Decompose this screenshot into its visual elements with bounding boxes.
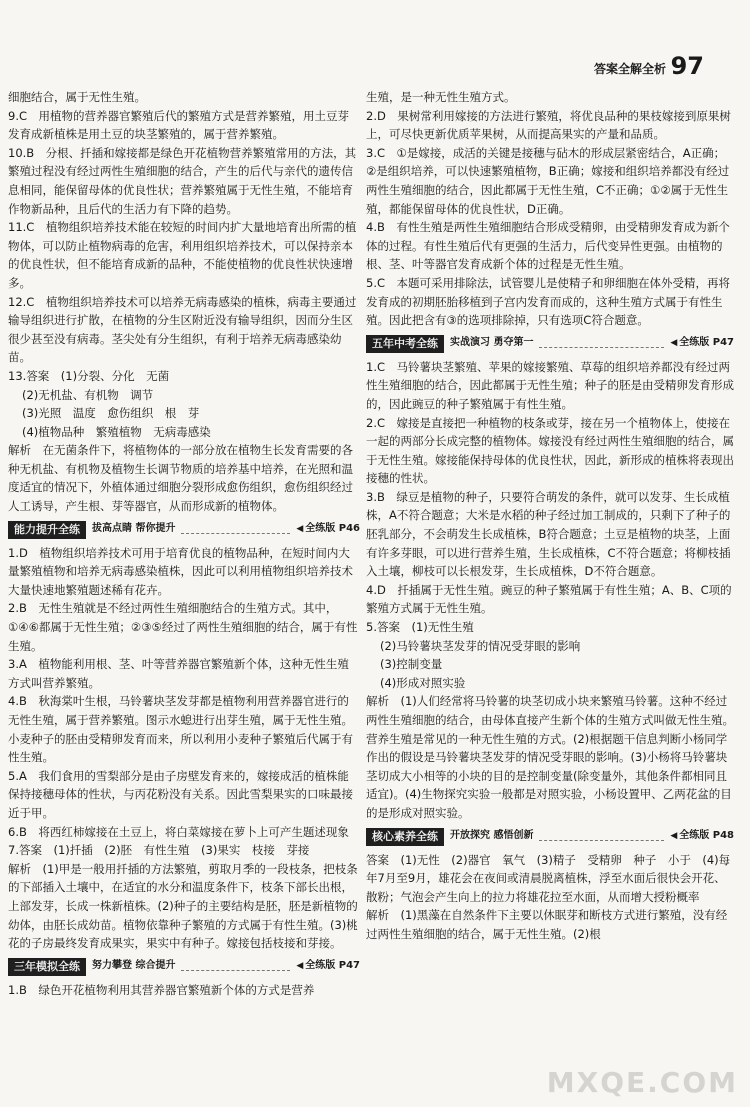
text-paragraph: 解析 (1)黑藻在自然条件下主要以休眠芽和断枝方式进行繁殖，没有经过两性生殖细胞的结合，属于无性生殖。(2)根 [366,908,728,941]
section-header-three-year [8,958,360,976]
text-paragraph: 1.C 马铃薯块茎繁殖、苹果的嫁接繁殖、草莓的组织培养都没有经过两性生殖细胞的结合，因此都属于无性生殖；种子的胚是由受精卵发育形成的，因此豌豆的种子繁殖属于有性生殖。 [366,359,734,411]
page-header [0,52,750,82]
text-paragraph: 2.C 嫁接是直接把一种植物的枝条或芽，接在另一个植物体上，使接在一起的两部分长成完整的植物体。嫁接没有经过两性生殖细胞的结合，属于无性生殖。嫁接能保持母体的优良性状，因此，新形成的植株将表现出接穗的性状。 [366,415,734,486]
section-badge: 三年模拟全练 [8,958,86,976]
section-subtitle: 拔高点睛 帮你提升 [92,523,176,535]
text-paragraph: 3.B 绿豆是植物的种子，只要符合萌发的条件，就可以发芽、生长成植株，A不符合题意；大米是水稻的种子经过加工制成的，只剩下了种子的胚乳部分，不会萌发生长成植株，B符合题意；土豆是植物的块茎，上面有许多芽眼，可以进行营养生殖，生长成植株，C不符合题意；将柳枝插入土壤，柳枝可以长根发芽，生长成植株，D不符合题意。 [366,489,731,579]
left-block-a [8,88,360,516]
text-paragraph: (2)无机盐、有机物 调节 [22,387,154,402]
text-paragraph: 12.C 植物组织培养技术可以培养无病毒感染的植株，病毒主要通过输导组织进行扩散，在植物的分生区附近没有输导组织，因而分生区很少甚至没有病毒。茎尖处有分生组织，有利于培养无病毒感染幼苗。 [8,294,357,365]
text-paragraph: 解析 (1)人们经常将马铃薯的块茎切成小块来繁殖马铃薯。这种不经过两性生殖细胞的结合，由母体直接产生新个体的生殖方式叫做无性生殖。营养生殖是常见的一种无性生殖的方式。(2)根据题干信息判断小杨同学作出的假设是马铃薯块茎发芽的情况受芽眼的影响。(3)小杨将马铃薯块茎切成大小相等的小块的目的是控制变量(除变量外，其他条件都相同且适宜)。(4)生物探究实验一般都是对照实验，小杨设置甲、乙两花盆的目的是形成对照实验。 [366,694,734,820]
right-block-a [366,88,734,330]
text-paragraph: 13.答案 (1)分裂、分化 无菌 [8,368,170,383]
section-badge: 核心素养全练 [366,828,444,846]
page-number: 97 [670,52,704,80]
text-paragraph: 细胞结合，属于无性生殖。 [8,90,146,104]
text-paragraph: 9.C 用植物的营养器官繁殖后代的繁殖方式是营养繁殖，用土豆芽发育成新植株是用土豆的块茎繁殖的，属于营养繁殖。 [8,108,349,142]
section-header-ability [8,521,360,539]
section-header-core [366,828,734,846]
text-paragraph: (2)马铃薯块茎发芽的情况受芽眼的影响 [380,638,581,653]
text-paragraph: 10.B 分根、扦插和嫁接都是绿色开花植物营养繁殖常用的方法，其繁殖过程没有经过两性生殖细胞的结合，产生的后代与亲代的遗传信息相同，能保留母体的优良性状；营养繁殖属于无性生殖，不能培育作物新品种，且后代的生活力有下降的趋势。 [8,145,357,216]
text-paragraph: 5.A 我们食用的雪梨部分是由子房壁发育来的，嫁接成活的植株能保持接穗母体的性状，与丙花粉没有关系。因此雪梨果实的口味最接近于甲。 [8,768,353,820]
section-ref: ◀ 全练版 P47 [670,334,734,353]
section-subtitle: 努力攀登 综合提升 [92,960,176,972]
right-column [366,88,734,944]
text-paragraph: 4.B 秋海棠叶生根，马铃薯块茎发芽都是植物利用营养器官进行的无性生殖，属于营养繁殖。图示水螅进行出芽生殖，属于无性生殖。小麦种子的胚由受精卵发育而来，所以利用小麦种子繁殖后代属于有性生殖。 [8,694,353,765]
section-divider [539,832,664,841]
text-paragraph: 解析 在无菌条件下，将植物体的一部分放在植物生长发育需要的各种无机盐、有机物及植物生长调节物质的培养基中培养，在光照和温度适宜的情况下，外植体通过细胞分裂形成愈伤组织，愈伤组织经过人工诱导，产生根、芽等器官，从而形成新的植物体。 [8,443,353,514]
text-paragraph: 4.B 有性生殖是两性生殖细胞结合形成受精卵，由受精卵发育成为新个体的过程。有性生殖后代有更强的生活力，后代变异性更强。由植物的根、茎、叶等器官发育成新个体的过程是无性生殖。 [366,220,730,272]
section-subtitle: 开放探究 感悟创新 [450,830,534,842]
section-divider [539,339,664,348]
text-paragraph: (3)光照 温度 愈伤组织 根 芽 [22,406,200,421]
text-paragraph: 5.C 本题可采用排除法，试管婴儿是使精子和卵细胞在体外受精，再将发育成的初期胚胎移植到子宫内发育而成的，这种生殖方式属于有性生殖。因此把含有③的选项排除掉，只有选项C符合题意。 [366,275,730,328]
text-paragraph: 3.C ①是嫁接，成活的关键是接穗与砧木的形成层紧密结合，A正确；②是组织培养，可以快速繁殖植物，B正确；嫁接和组织培养都没有经过两性生殖细胞的结合，因此都属于无性生殖，C不正确；①②属于无性生殖，都能保留母体的优良性状，D正确。 [366,145,730,216]
section-badge: 五年中考全练 [366,335,444,353]
text-paragraph: 生殖，是一种无性生殖方式。 [366,90,516,104]
text-paragraph: 1.D 植物组织培养技术可用于培育优良的植物品种，在短时间内大量繁殖植物和培养无病毒感染植株，因此可以利用植物组织培养技术大量快速地繁殖题述稀有花卉。 [8,545,353,597]
section-subtitle: 实战演习 勇夺第一 [450,337,534,349]
text-paragraph: (4)植物品种 繁殖植物 无病毒感染 [22,424,211,439]
text-paragraph: 5.答案 (1)无性生殖 [366,620,474,635]
section-header-five-year [366,335,734,353]
text-paragraph: 2.B 无性生殖就是不经过两性生殖细胞结合的生殖方式。其中，①④⑥都属于无性生殖；②③⑤经过了两性生殖细胞的结合，属于有性生殖。 [8,601,358,653]
text-paragraph: 解析 (1)甲是一般用扦插的方法繁殖，剪取月季的一段枝条，把枝条的下部插入土壤中，在适宜的水分和温度条件下，枝条下部长出根，上部发芽，长成一株新植株。(2)种子的主要结构是胚，胚是新植物的幼体，由胚长成幼苗。植物依靠种子繁殖的方式属于有性生殖。(3)桃花的子房最终发育成果实，果实中有种子。嫁接包括枝接和芽接。 [8,861,358,951]
left-block-c [8,981,360,1000]
text-paragraph: 3.A 植物能利用根、茎、叶等营养器官繁殖新个体，这种无性生殖方式叫营养繁殖。 [8,657,349,690]
text-paragraph: 答案 (1)无性 (2)器官 氧气 (3)精子 受精卵 种子 小于 (4)每年7月至9月，雄花会在夜间或清晨脱离植株，浮至水面后很快会开花、散粉；气泡会产生向上的拉力将雄花拉至水面，从而增大授粉概率 [366,852,731,904]
left-column [8,88,360,999]
watermark-logo: MXQE.COM [546,1066,738,1099]
text-paragraph: 11.C 植物组织培养技术能在较短的时间内扩大量地培育出所需的植物体，可以防止植物病毒的危害，利用组织培养技术，可以保持亲本的优良性状，但不能培育成新的品种，不能使植物的优良性状快速增多。 [8,220,357,290]
right-block-b [366,358,734,823]
section-badge: 能力提升全练 [8,521,86,539]
text-paragraph: (3)控制变量 [380,657,443,672]
section-divider [181,525,290,534]
text-paragraph: (4)形成对照实验 [380,675,466,690]
text-paragraph: 7.答案 (1)扦插 (2)胚 有性生殖 (3)果实 枝接 芽接 [8,843,310,858]
section-ref: ◀ 全练版 P48 [670,827,734,846]
text-paragraph: 1.B 绿色开花植物利用其营养器官繁殖新个体的方式是营养 [8,982,315,997]
left-block-b [8,544,360,953]
section-ref: ◀ 全练版 P47 [296,957,360,976]
text-paragraph: 4.D 扦插属于无性生殖。豌豆的种子繁殖属于有性生殖；A、B、C项的繁殖方式属于无性生殖。 [366,582,732,616]
section-ref: ◀ 全练版 P46 [296,520,360,539]
header-title: 答案全解全析 [593,62,666,76]
text-paragraph: 2.D 果树常利用嫁接的方法进行繁殖，将优良品种的果枝嫁接到原果树上，可尽快更新优质苹果树，从而提高果实的产量和品质。 [366,108,731,142]
section-divider [181,962,290,971]
right-block-c [366,851,734,944]
text-paragraph: 6.B 将西红柿嫁接在土豆上，将白菜嫁接在萝卜上可产生题述现象 [8,824,349,839]
